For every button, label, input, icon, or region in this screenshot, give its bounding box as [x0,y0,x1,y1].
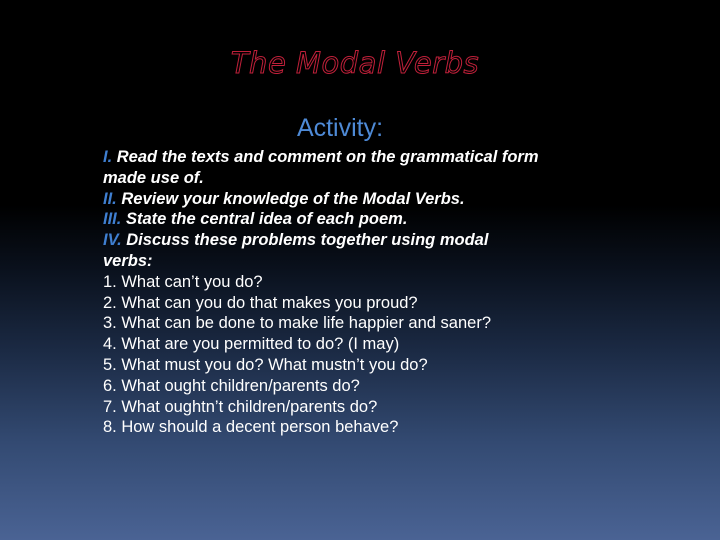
task-item [103,168,603,189]
slide-subtitle: Activity: [296,114,384,142]
task-text: State the central idea of each poem. [125,210,408,229]
task-number: III. [103,210,122,229]
task-text: Review your knowledge of the Modal Verbs. [121,189,465,208]
task-item [103,230,603,251]
question-item: 3. What can be done to make life happier and saner? [103,314,491,333]
task-text: verbs: [103,251,153,270]
task-text: Read the texts and comment on the grammatical form [116,148,539,166]
task-item [103,189,603,210]
task-list [103,147,603,272]
task-number: I. [103,148,113,166]
question-item: 7. What oughtn’t children/parents do? [103,397,378,416]
task-item [103,147,603,168]
question-item: 4. What are you permitted to do? (I may) [103,335,400,354]
slide-title: The Modal Verbs [230,46,480,80]
question-list [103,272,603,438]
question-item: 6. What ought children/parents do? [103,376,360,395]
question-item: 5. What must you do? What mustn’t you do? [103,355,428,374]
question-item: 1. What can’t you do? [103,272,263,291]
task-text: made use of. [103,168,204,187]
task-number: II. [103,189,117,208]
task-item [103,209,603,230]
task-item [103,251,603,272]
task-text: Discuss these problems together using modal [126,231,489,250]
task-number: IV. [103,231,122,250]
slide-body [103,147,603,438]
question-item: 2. What can you do that makes you proud? [103,293,418,312]
question-item: 8. How should a decent person behave? [103,418,399,437]
